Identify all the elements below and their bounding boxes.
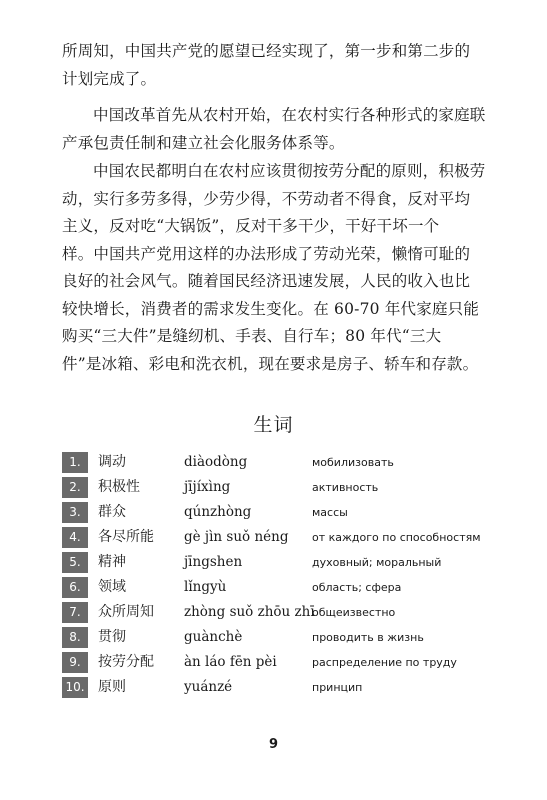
vocabulary-translation: массы xyxy=(312,506,348,519)
vocabulary-number-badge: 6. xyxy=(62,577,88,598)
vocabulary-row xyxy=(62,500,512,525)
vocabulary-translation: активность xyxy=(312,481,379,494)
vocabulary-translation: мобилизовать xyxy=(312,456,394,469)
vocabulary-list xyxy=(62,450,512,700)
vocabulary-number-badge: 5. xyxy=(62,552,88,573)
vocabulary-translation: принцип xyxy=(312,681,363,694)
vocabulary-pinyin: yuánzé xyxy=(184,679,233,695)
page-number: 9 xyxy=(268,737,279,752)
vocabulary-row xyxy=(62,675,512,700)
vocabulary-translation: духовный; моральный xyxy=(312,556,442,569)
vocabulary-row xyxy=(62,525,512,550)
vocabulary-pinyin: guànchè xyxy=(184,629,243,645)
paragraph-line: 良好的社会风气。随着国民经济迅速发展，人民的收入也比 xyxy=(62,272,471,290)
vocabulary-row xyxy=(62,550,512,575)
paragraph-line: 件”是冰箱、彩电和洗衣机，现在要求是房子、轿车和存款。 xyxy=(62,354,479,373)
paragraph-2 xyxy=(62,102,502,157)
vocabulary-pinyin: jīngshen xyxy=(184,554,243,570)
vocabulary-word: 贯彻 xyxy=(98,629,126,645)
vocabulary-number-badge: 7. xyxy=(62,602,88,623)
paragraph-1 xyxy=(62,38,502,93)
vocabulary-number-badge: 2. xyxy=(62,477,88,498)
vocabulary-word: 众所周知 xyxy=(98,604,154,620)
vocabulary-pinyin: lǐngyù xyxy=(184,579,227,595)
paragraph-line: 动，实行多劳多得，少劳少得，不劳动者不得食，反对平均 xyxy=(62,189,471,208)
paragraph-line: 所周知，中国共产党的愿望已经实现了，第一步和第二步的 xyxy=(62,42,471,60)
vocabulary-pinyin: zhòng suǒ zhōu zhī xyxy=(184,604,315,620)
vocabulary-translation: проводить в жизнь xyxy=(312,631,424,644)
paragraph-line: 购买“三大件”是缝纫机、手表、自行车；80 年代“三大 xyxy=(62,327,442,345)
paragraph-line: 较快增长，消费者的需求发生变化。在 60-70 年代家庭只能 xyxy=(62,299,480,318)
vocabulary-word: 积极性 xyxy=(98,479,140,495)
paragraph-line: 样。中国共产党用这样的办法形成了劳动光荣，懒惰可耻的 xyxy=(62,244,471,263)
paragraph-3 xyxy=(62,158,502,378)
vocabulary-word: 精神 xyxy=(98,554,126,570)
vocabulary-title: 生词 xyxy=(253,414,294,436)
vocabulary-translation: общеизвестно xyxy=(312,606,396,619)
vocabulary-word: 原则 xyxy=(98,679,126,695)
vocabulary-pinyin: qúnzhòng xyxy=(184,504,252,520)
vocabulary-number-badge: 8. xyxy=(62,627,88,648)
vocabulary-word: 按劳分配 xyxy=(98,654,154,670)
vocabulary-row xyxy=(62,625,512,650)
vocabulary-pinyin: àn láo fēn pèi xyxy=(184,654,277,670)
vocabulary-word: 各尽所能 xyxy=(98,529,154,545)
vocabulary-pinyin: diàodòng xyxy=(184,454,248,470)
vocabulary-number-badge: 1. xyxy=(62,452,88,473)
paragraph-line: 计划完成了。 xyxy=(62,69,157,88)
vocabulary-translation: область; сфера xyxy=(312,581,402,594)
vocabulary-word: 调动 xyxy=(98,454,126,470)
vocabulary-number-badge: 4. xyxy=(62,527,88,548)
vocabulary-number-badge: 10. xyxy=(62,677,88,698)
vocabulary-row xyxy=(62,650,512,675)
vocabulary-number-badge: 3. xyxy=(62,502,88,523)
vocabulary-translation: распределение по труду xyxy=(312,656,457,669)
paragraph-line: 中国农民都明白在农村应该贯彻按劳分配的原则，积极劳 xyxy=(93,162,486,180)
paragraph-line: 中国改革首先从农村开始，在农村实行各种形式的家庭联 xyxy=(93,106,486,124)
vocabulary-number-badge: 9. xyxy=(62,652,88,673)
vocabulary-word: 群众 xyxy=(98,504,126,520)
vocabulary-translation: от каждого по способностям xyxy=(312,531,481,544)
vocabulary-row xyxy=(62,450,512,475)
vocabulary-row xyxy=(62,575,512,600)
vocabulary-row xyxy=(62,475,512,500)
vocabulary-word: 领域 xyxy=(98,579,126,595)
vocabulary-pinyin: jījíxìng xyxy=(184,479,231,495)
vocabulary-row xyxy=(62,600,512,625)
vocabulary-pinyin: gè jìn suǒ néng xyxy=(184,529,289,545)
paragraph-line: 主义，反对吃“大锅饭”，反对干多干少，干好干坏一个 xyxy=(62,217,440,235)
paragraph-line: 产承包责任制和建立社会化服务体系等。 xyxy=(62,133,345,152)
